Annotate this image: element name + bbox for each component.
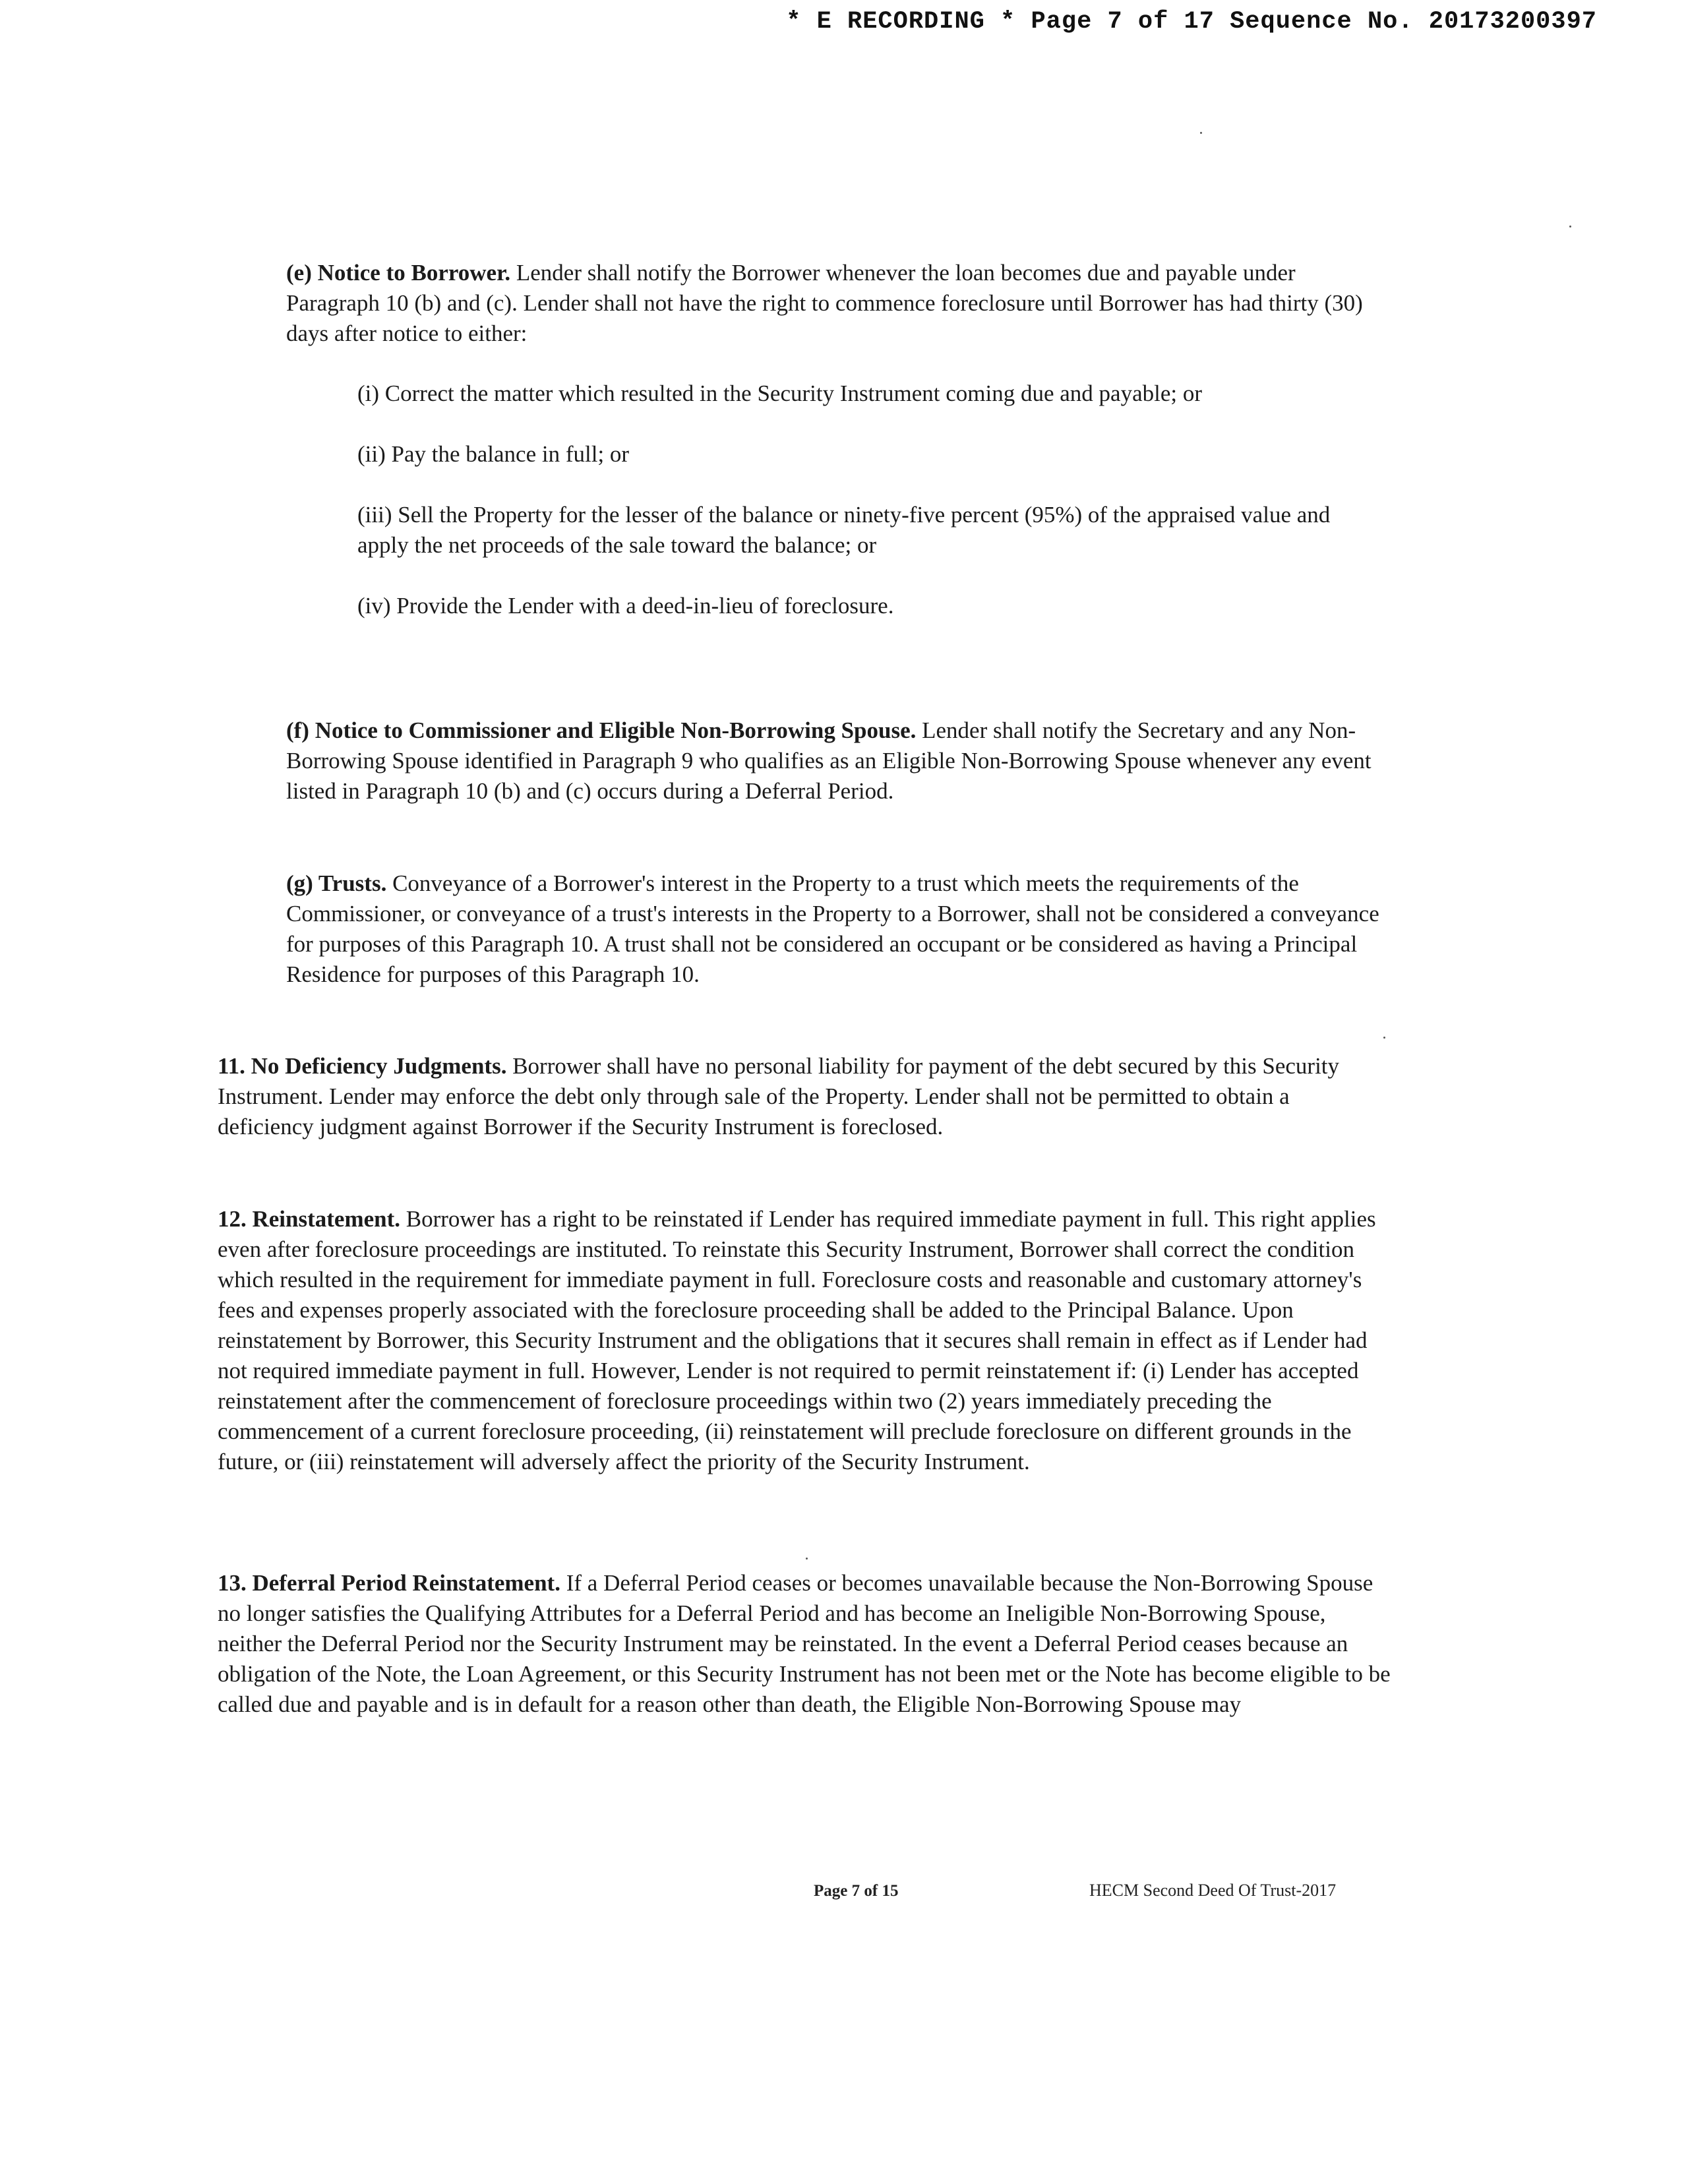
section-11-no-deficiency-judgments — [218, 1051, 1345, 1142]
scan-speck — [1569, 226, 1571, 228]
section-13-heading: 13. Deferral Period Reinstatement. — [218, 1570, 560, 1596]
paragraph-g-trusts — [286, 868, 1401, 990]
paragraph-g-text: Conveyance of a Borrower's interest in the Property to a trust which meets the requirements of the Commissioner, or conveyance of a trust's interests in the Property to a Borrower, shall not be considered a conveyance for purposes of this Paragraph 10. A trust shall not be considered an occupant or be considered as having a Principal Residence for purposes of this Paragraph 10. — [286, 870, 1379, 987]
scan-speck — [806, 1558, 808, 1560]
section-11-heading: 11. No Deficiency Judgments. — [218, 1053, 507, 1079]
section-13-deferral-period-reinstatement — [218, 1568, 1391, 1720]
paragraph-f-text: Lender shall notify the Secretary and any Non-Borrowing Spouse identified in Paragraph 9 who qualifies as an Eligible Non-Borrowing Spouse whenever any event listed in Paragraph 10 (b) and (c) occurs during a Deferral Period. — [286, 717, 1372, 804]
paragraph-f-notice-to-commissioner — [286, 715, 1394, 806]
list-item: (iv) Provide the Lender with a deed-in-lieu of foreclosure. — [357, 593, 894, 619]
list-item: (iii) Sell the Property for the lesser of the balance or ninety-five percent (95%) of the appraised value and apply the net proceeds of the sale toward the balance; or — [357, 502, 1331, 558]
footer-document-title: HECM Second Deed Of Trust-2017 — [1089, 1881, 1337, 1900]
paragraph-g-heading: (g) Trusts. — [286, 870, 387, 896]
section-12-text: Borrower has a right to be reinstated if Lender has required immediate payment in full. This right applies even after foreclosure proceedings are instituted. To reinstate this Security Instrument, Borrower shall correct the condition which resulted in the requirement for immediate payment in full. Foreclosure costs and reasonable and customary attorney's fees and expenses properly associated with the foreclosure proceeding shall be added to the Principal Balance. Upon reinstatement by Borrower, this Security Instrument and the obligations that it secures shall remain in effect as if Lender had not required immediate payment in full. However, Lender is not required to permit reinstatement if: (i) Lender has accepted reinstatement after the commencement of foreclosure proceedings within two (2) years immediately preceding the commencement of a current foreclosure proceeding, (ii) reinstatement will preclude foreclosure on different grounds in the future, or (iii) reinstatement will adversely affect the priority of the Security Instrument. — [218, 1206, 1376, 1474]
footer-page-number: Page 7 of 15 — [814, 1882, 899, 1900]
scan-speck — [1200, 132, 1202, 134]
paragraph-e-notice-to-borrower — [286, 258, 1394, 349]
paragraph-e-text: Lender shall notify the Borrower whenever the loan becomes due and payable under Paragraph 10 (b) and (c). Lender shall not have the right to commence foreclosure until Borrower has had thirty (30) days after notice to either: — [286, 260, 1363, 346]
paragraph-e-heading: (e) Notice to Borrower. — [286, 260, 511, 286]
section-13-text: If a Deferral Period ceases or becomes unavailable because the Non-Borrowing Spouse no longer satisfies the Qualifying Attributes for a Deferral Period and has become an Ineligible Non-Borrowing Spouse, neither the Deferral Period nor the Security Instrument may be reinstated. In the event a Deferral Period ceases because an obligation of the Note, the Loan Agreement, or this Security Instrument has not been met or the Note has become eligible to be called due and payable and is in default for a reason other than death, the Eligible Non-Borrowing Spouse may — [218, 1570, 1391, 1717]
list-item: (ii) Pay the balance in full; or — [357, 441, 630, 467]
section-12-reinstatement — [218, 1204, 1388, 1477]
paragraph-f-heading: (f) Notice to Commissioner and Eligible Non-Borrowing Spouse. — [286, 717, 917, 743]
section-11-text: Borrower shall have no personal liability for payment of the debt secured by this Security Instrument. Lender may enforce the debt only through sale of the Property. Lender shall not be permitted to obtain a deficiency judgment against Borrower if the Security Instrument is foreclosed. — [218, 1053, 1340, 1139]
list-item: (i) Correct the matter which resulted in the Security Instrument coming due and payable; or — [357, 380, 1202, 406]
section-12-heading: 12. Reinstatement. — [218, 1206, 401, 1232]
scan-speck — [1383, 1037, 1385, 1039]
recording-header-stamp: * E RECORDING * Page 7 of 17 Sequence No. 20173200397 — [786, 8, 1597, 36]
